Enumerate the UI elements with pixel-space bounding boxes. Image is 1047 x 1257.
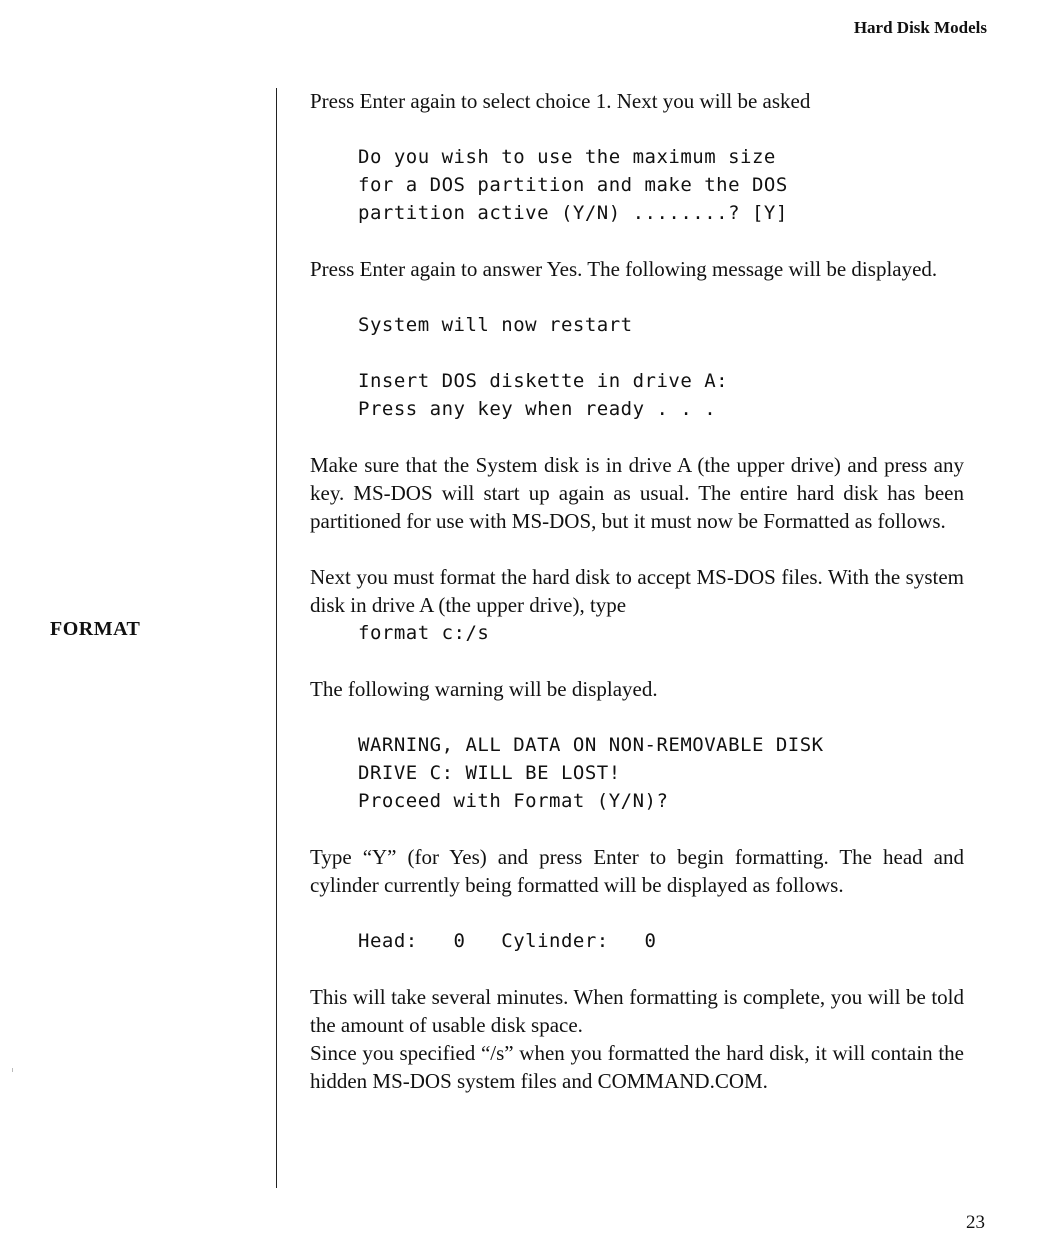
- running-header: Hard Disk Models: [853, 18, 987, 37]
- main-text-column: [310, 87, 964, 1095]
- spacer: [310, 423, 964, 451]
- paragraph-type-y: Type “Y” (for Yes) and press Enter to begin formatting. The head and cylinder currently being formatted will be displayed as follows.: [310, 845, 964, 897]
- paragraph-hidden-files: Since you specified “/s” when you formatted the hard disk, it will contain the hidden MS-DOS system files and COMMAND.COM.: [310, 1041, 964, 1093]
- code-line: Head: 0 Cylinder: 0: [358, 930, 657, 952]
- code-line: for a DOS partition and make the DOS: [358, 174, 788, 196]
- paragraph-format-instructions: Next you must format the hard disk to accept MS-DOS files. With the system disk in drive A (the upper drive), type: [310, 565, 964, 617]
- paragraph-answer-yes: Press Enter again to answer Yes. The following message will be displayed.: [310, 257, 938, 281]
- spacer: [310, 339, 964, 367]
- code-line: DRIVE C: WILL BE LOST!: [358, 762, 621, 784]
- code-line: partition active (Y/N) ........? [Y]: [358, 202, 788, 224]
- spacer: [310, 227, 964, 255]
- spacer: [310, 703, 964, 731]
- scan-speck: [12, 1068, 13, 1072]
- spacer: [310, 899, 964, 927]
- spacer: [310, 647, 964, 675]
- code-line: Proceed with Format (Y/N)?: [358, 790, 669, 812]
- spacer: [310, 283, 964, 311]
- spacer: [310, 535, 964, 563]
- margin-rule: [276, 88, 277, 1188]
- code-line: System will now restart: [358, 314, 633, 336]
- paragraph-several-minutes: This will take several minutes. When formatting is complete, you will be told the amount of usable disk space.: [310, 985, 964, 1037]
- page-number: 23: [966, 1212, 985, 1233]
- code-line: Insert DOS diskette in drive A:: [358, 370, 729, 392]
- spacer: [310, 815, 964, 843]
- paragraph-select-choice: Press Enter again to select choice 1. Next you will be asked: [310, 89, 811, 113]
- paragraph-system-disk: Make sure that the System disk is in drive A (the upper drive) and press any key. MS-DOS will start up again as usual. The entire hard disk has been partitioned for use with MS-DOS, but it must now be Formatted as follows.: [310, 453, 964, 533]
- section-heading-format: FORMAT: [50, 618, 141, 640]
- code-line: WARNING, ALL DATA ON NON-REMOVABLE DISK: [358, 734, 824, 756]
- paragraph-warning-intro: The following warning will be displayed.: [310, 677, 658, 701]
- code-line: Press any key when ready . . .: [358, 398, 717, 420]
- code-line: format c:/s: [358, 622, 490, 644]
- code-line: Do you wish to use the maximum size: [358, 146, 776, 168]
- spacer: [310, 115, 964, 143]
- spacer: [310, 955, 964, 983]
